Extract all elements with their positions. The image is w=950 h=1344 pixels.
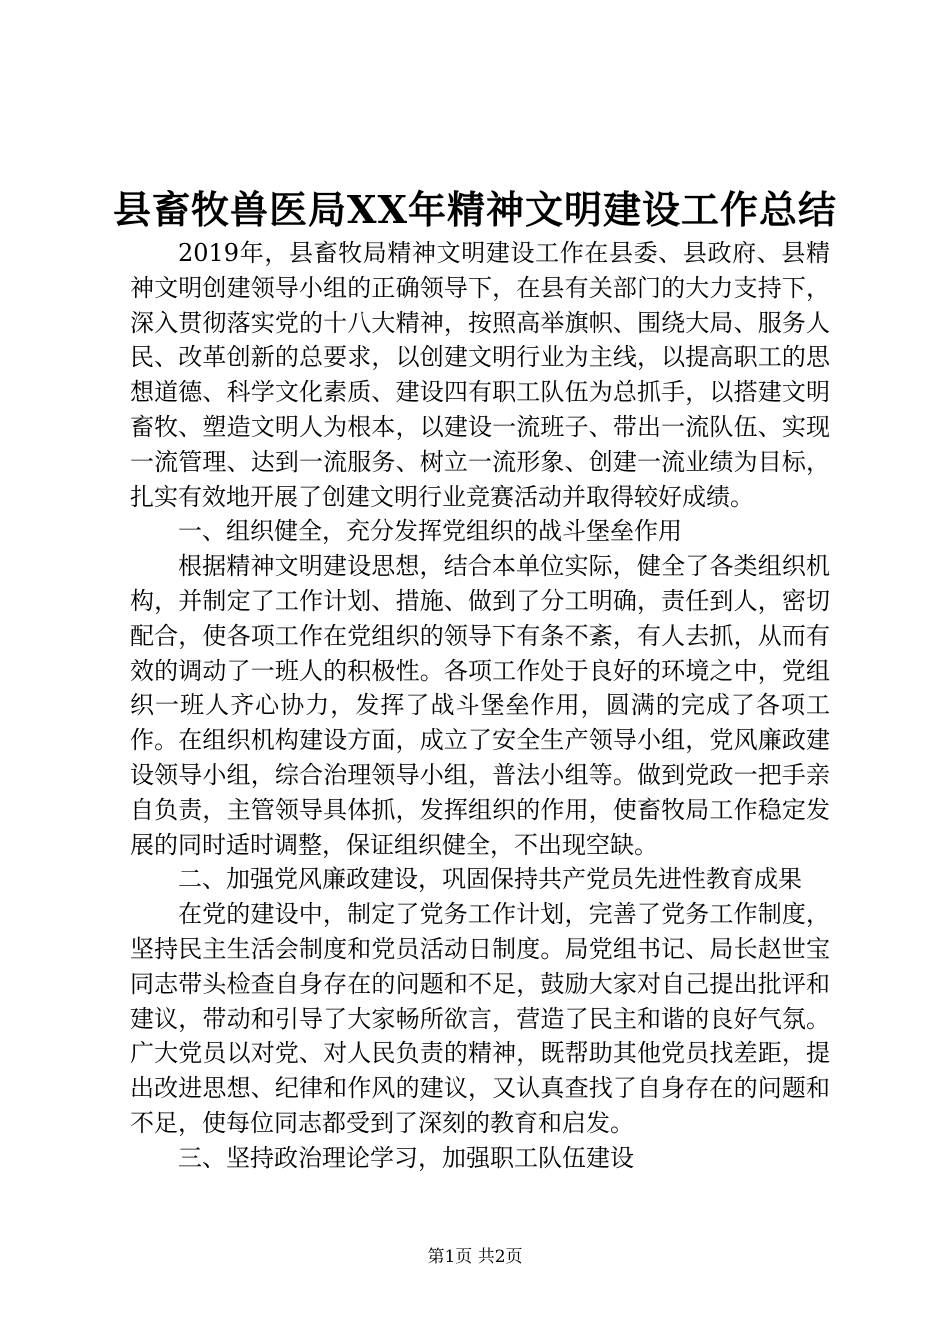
intro-paragraph: 2019年，县畜牧局精神文明建设工作在县委、县政府、县精神文明创建领导小组的正确领导下，在县有关部门的大力支持下，深入贯彻落实党的十八大精神，按照高举旗帜、围绕大局、服务人民、改革创新的总要求，以创建文明行业为主线，以提高职工的思想道德、科学文化素质、建设四有职工队伍为总抓手，以搭建文明畜牧、塑造文明人为根本，以建设一流班子、带出一流队伍、实现一流管理、达到一流服务、树立一流形象、创建一流业绩为目标，扎实有效地开展了创建文明行业竞赛活动并取得较好成绩。 (130, 239, 830, 511)
section-1-paragraph: 根据精神文明建设思想，结合本单位实际，健全了各类组织机构，并制定了工作计划、措施、做到了分工明确，责任到人，密切配合，使各项工作在党组织的领导下有条不紊，有人去抓，从而有效的调动了一班人的积极性。各项工作处于良好的环境之中，党组织一班人齐心协力，发挥了战斗堡垒作用，圆满的完成了各项工作。在组织机构建设方面，成立了安全生产领导小组，党风廉政建设领导小组，综合治理领导小组，普法小组等。做到党政一把手亲自负责，主管领导具体抓，发挥组织的作用，使畜牧局工作稳定发展的同时适时调整，保证组织健全，不出现空缺。 (130, 552, 830, 859)
page-footer: 第1页 共2页 (427, 1247, 523, 1267)
section-heading-2: 二、加强党风廉政建设，巩固保持共产党员先进性教育成果 (178, 865, 802, 894)
section-heading-3: 三、坚持政治理论学习，加强职工队伍建设 (178, 1143, 634, 1172)
document-body (130, 236, 830, 1176)
section-2-paragraph: 在党的建设中，制定了党务工作计划，完善了党务工作制度，坚持民主生活会制度和党员活动日制度。局党组书记、局长赵世宝同志带头检查自身存在的问题和不足，鼓励大家对自己提出批评和建议，带动和引导了大家畅所欲言，营造了民主和谐的良好气氛。广大党员以对党、对人民负责的精神，既帮助其他党员找差距，提出改进思想、纪律和作风的建议，又认真查找了自身存在的问题和不足，使每位同志都受到了深刻的教育和启发。 (130, 900, 830, 1137)
section-heading-1: 一、组织健全，充分发挥党组织的战斗堡垒作用 (178, 517, 682, 546)
document-title: 县畜牧兽医局XX年精神文明建设工作总结 (113, 187, 837, 232)
